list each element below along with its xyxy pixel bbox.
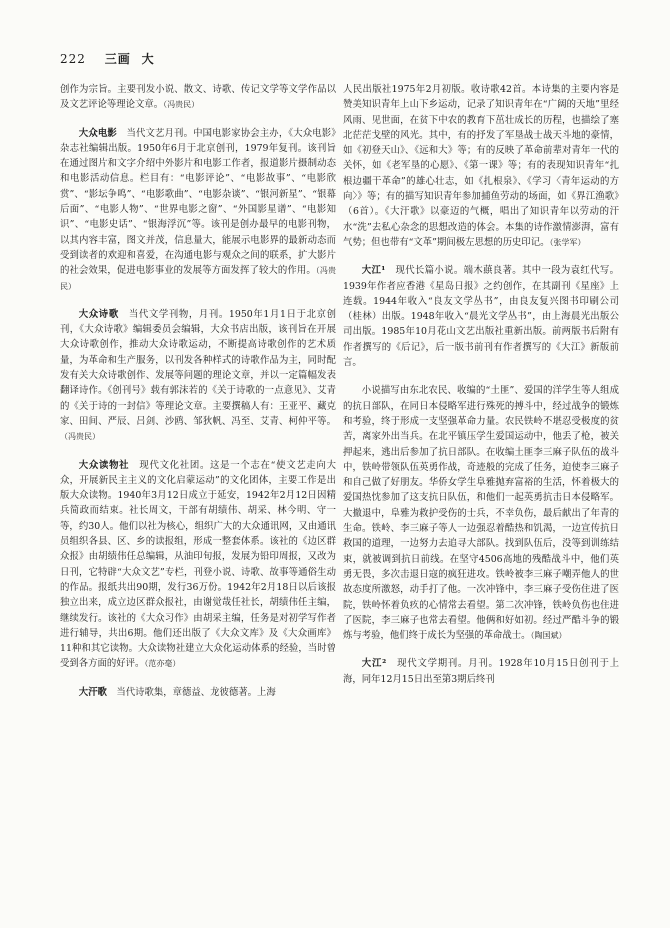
- entry-headword: 大众读物社: [78, 459, 130, 471]
- dictionary-entry: [60, 458, 336, 672]
- entry-continuation: [60, 82, 336, 113]
- entry-text: 当代文艺月刊。中国电影家协会主办，《大众电影》杂志社编辑出版。1950年6月于北京创刊，1979年复刊。该刊旨在通过图片和文字介绍中外影片和电影工作者，报道影片摄制动态和电影活动信息。栏目有：“电影评论”、“电影故事”、“电影欣赏”、“影坛争鸣”、“电影歌曲”、“电影杂谈”、“银河新星”、“银幕后面”、“电影人物”、“世界电影之窗”、“外国影星谱”、“电影知识”、“电影史话”、“银海浮沉”等。该刊是创办最早的电影刊物，以其内容丰富，图文并茂，信息量大，能展示电影界的最新动态而受到读者的欢迎和喜爱，在沟通电影与观众之间的联系，扩大影片的社会效果，促进电影事业的发展等方面发挥了较大的作用。: [60, 127, 336, 277]
- page-number: 222: [60, 52, 86, 66]
- entry-gap: [60, 445, 336, 458]
- dictionary-entry: [343, 263, 619, 370]
- entry-gap: [60, 113, 336, 126]
- entry-headword: 大众诗歌: [78, 308, 119, 320]
- section-char: 大: [141, 52, 155, 66]
- entry-text: 当代文学刊物，月刊。1950年1月1日于北京创刊，《大众诗歌》编辑委员会编辑，大众书店出版，该刊旨在开展大众诗歌创作，推动大众诗歌运动，不断提高诗歌创作的艺术质量，为革命和生产服务，以刊发各种样式的诗歌作品为主，同时配发有关大众诗歌创作、发展等问题的理论文章，并以一定篇幅发表翻译诗作。《创刊号》载有郭沫若的《关于诗歌的一点意见》、艾青的《关于诗的一封信》等理论文章。主要撰稿人有：王亚平、藏克家、田间、严辰、吕剑、沙鸥、邹狄帆、冯至、艾青、柯仲平等。: [60, 308, 336, 427]
- entry-text: 现代长篇小说。端木蕻良著。其中一段为袁红代写。1939年作者应香港《星岛日报》之约创作，在其副刊《星座》上连载。1944年收入“良友文学丛书”，由良友复兴图书印刷公司（桂林）出版。1948年收入“晨光文学丛书”，由上海晨光出版公司出版。1985年10月花山文艺出版社重新出版。前两版书后附有作者撰写的《后记》，后一版书前刊有作者撰写的《大江》新版前言。: [343, 265, 619, 369]
- entry-gap: [60, 294, 336, 307]
- entry-headword: 大江²: [361, 658, 387, 670]
- right-column: [343, 82, 619, 687]
- entry-gap: [343, 250, 619, 263]
- entry-text: 小说描写由东北农民、收编的“土匪”、爱国的洋学生等人组成的抗日部队，在同日本侵略军进行殊死的搏斗中，经过战争的锻炼和考验，终于形成一支坚强革命力量。农民铁岭不堪忍受极度的贫苦，离家外出当兵。在北平镇压学生爱国运动中，他丢了枪，被关押起来，逃出后参加了抗日部队。在收编土匪李三麻子队伍的战斗中，铁岭带领队伍英勇作战，奇迹般的完成了任务，迫使李三麻子和自己做了好朋友。华侨女学生阜雅抛弃富裕的生活，怀着极大的爱国热忱参加了这支抗日队伍，和他们一起英勇抗击日本侵略军。大撤退中，阜雅为救护受伤的士兵，不幸负伤，最后献出了年青的生命。铁岭、李三麻子等人一边强忍着酷热和饥渴，一边宣传抗日救国的道理，一边努力去追寻大部队。找到队伍后，没等到训练结束，就被调到抗日前线。在坚守4506高地的残酷战斗中，他们英勇无畏，多次击退日寇的疯狂进攻。铁岭被李三麻子嘲弄他人的世故态度所激怒，动手打了他。一次冲锋中，李三麻子受伤住进了医院，铁岭怀着负疚的心情常去看望。第二次冲锋，铁岭负伤也住进了医院，李三麻子也常去看望。他俩和好如初。经过严酷斗争的锻炼与考验，他们终于成长为坚强的革命战士。: [343, 385, 619, 642]
- dictionary-entry: [60, 307, 336, 445]
- dictionary-entry: [60, 685, 336, 700]
- entry-text: 现代文化社团。这是一个志在“使文艺走向大众，开展新民主主义的文化启蒙运动”的文化团体，主要工作是出版大众读物。1940年3月12日成立于延安，1942年2月12日因精兵简政而结束。社长周文，干部有胡绩伟、胡采、林今明、守一等，约30人。他们以社为核心，组织广大的大众通讯网，又由通讯员组织各县、区、乡的读报组，形成一整套体系。该社的《边区群众报》由胡绩伟任总编辑，从油印旬报，发展为铅印周报，又改为日刊，它特辟“大众文艺”专栏，刊登小说、诗歌、故事等通俗生动的作品。报纸共出90期，发行36万份。1942年2月18日以后该报独立出来，成立边区群众报社，由谢觉哉任社长，胡绩伟任主编，继续发行。该社的《大众习作》由胡采主编，任务是对初学写作者进行辅导，共出6期。他们还出版了《大众文库》及《大众画库》11种和其它读物。大众读物社建立大众化运动体系的经验，当时曾受到各方面的好评。: [60, 459, 336, 670]
- entry-author: （张学军）: [549, 237, 586, 247]
- entry-gap: [60, 672, 336, 685]
- entry-author: （冯贵民）: [60, 266, 336, 291]
- page-header: [60, 50, 155, 67]
- entry-headword: 大江¹: [361, 265, 386, 277]
- entry-text: 现代文学期刊。月刊。1928年10月15日创刊于上海，同年12月15日出至第3期后终刊: [343, 658, 619, 685]
- entry-author: （冯贵民）: [163, 100, 200, 110]
- entry-headword: 大众电影: [78, 127, 117, 139]
- entry-text: 创作为宗旨。主要刊发小说、散文、诗歌、传记文学等文学作品以及文艺评论等理论文章。: [60, 84, 336, 111]
- dictionary-entry: [343, 656, 619, 687]
- entry-continuation: [343, 82, 619, 250]
- entry-author: （冯贵民）: [60, 432, 100, 442]
- left-column: [60, 82, 336, 700]
- entry-gap: [343, 370, 619, 383]
- dictionary-entry: [60, 126, 336, 294]
- entry-gap: [343, 643, 619, 656]
- entry-text: 人民出版社1975年2月初版。收诗歌42首。本诗集的主要内容是赞美知识青年上山下乡运动，记录了知识青年在“广阔的天地”里经风雨、见世面，在贫下中农的教育下茁壮成长的历程，也描绘了塞北茫茫戈壁的风光。其中，有的抒发了军垦战士战天斗地的豪情，如《初登天山》、《远和大》等；有的反映了革命前辈对青年一代的关怀，如《老军垦的心愿》、《第一课》等；有的表现知识青年“扎根边疆干革命”的雄心壮志，如《扎根泉》、《学习〈青年运动的方向〉》等；有的描写知识青年参加捕鱼劳动的场面，如《界江渔歌》（6首）。《大汗歌》以豪迈的气概，唱出了知识青年以劳动的汗水“洗”去私心杂念的思想改造的体会。本集的诗作激情澎湃，富有气势；但也带有“文革”期间极左思想的历史印记。: [343, 84, 619, 248]
- entry-author: （陶国斌）: [530, 631, 567, 641]
- section-label: 三画: [104, 52, 131, 66]
- entry-headword: 大汗歌: [78, 686, 107, 698]
- entry-continuation: [343, 383, 619, 643]
- entry-author: （范亦毫）: [144, 659, 181, 669]
- entry-text: 当代诗歌集，章德益、龙彼德著。上海: [116, 686, 276, 698]
